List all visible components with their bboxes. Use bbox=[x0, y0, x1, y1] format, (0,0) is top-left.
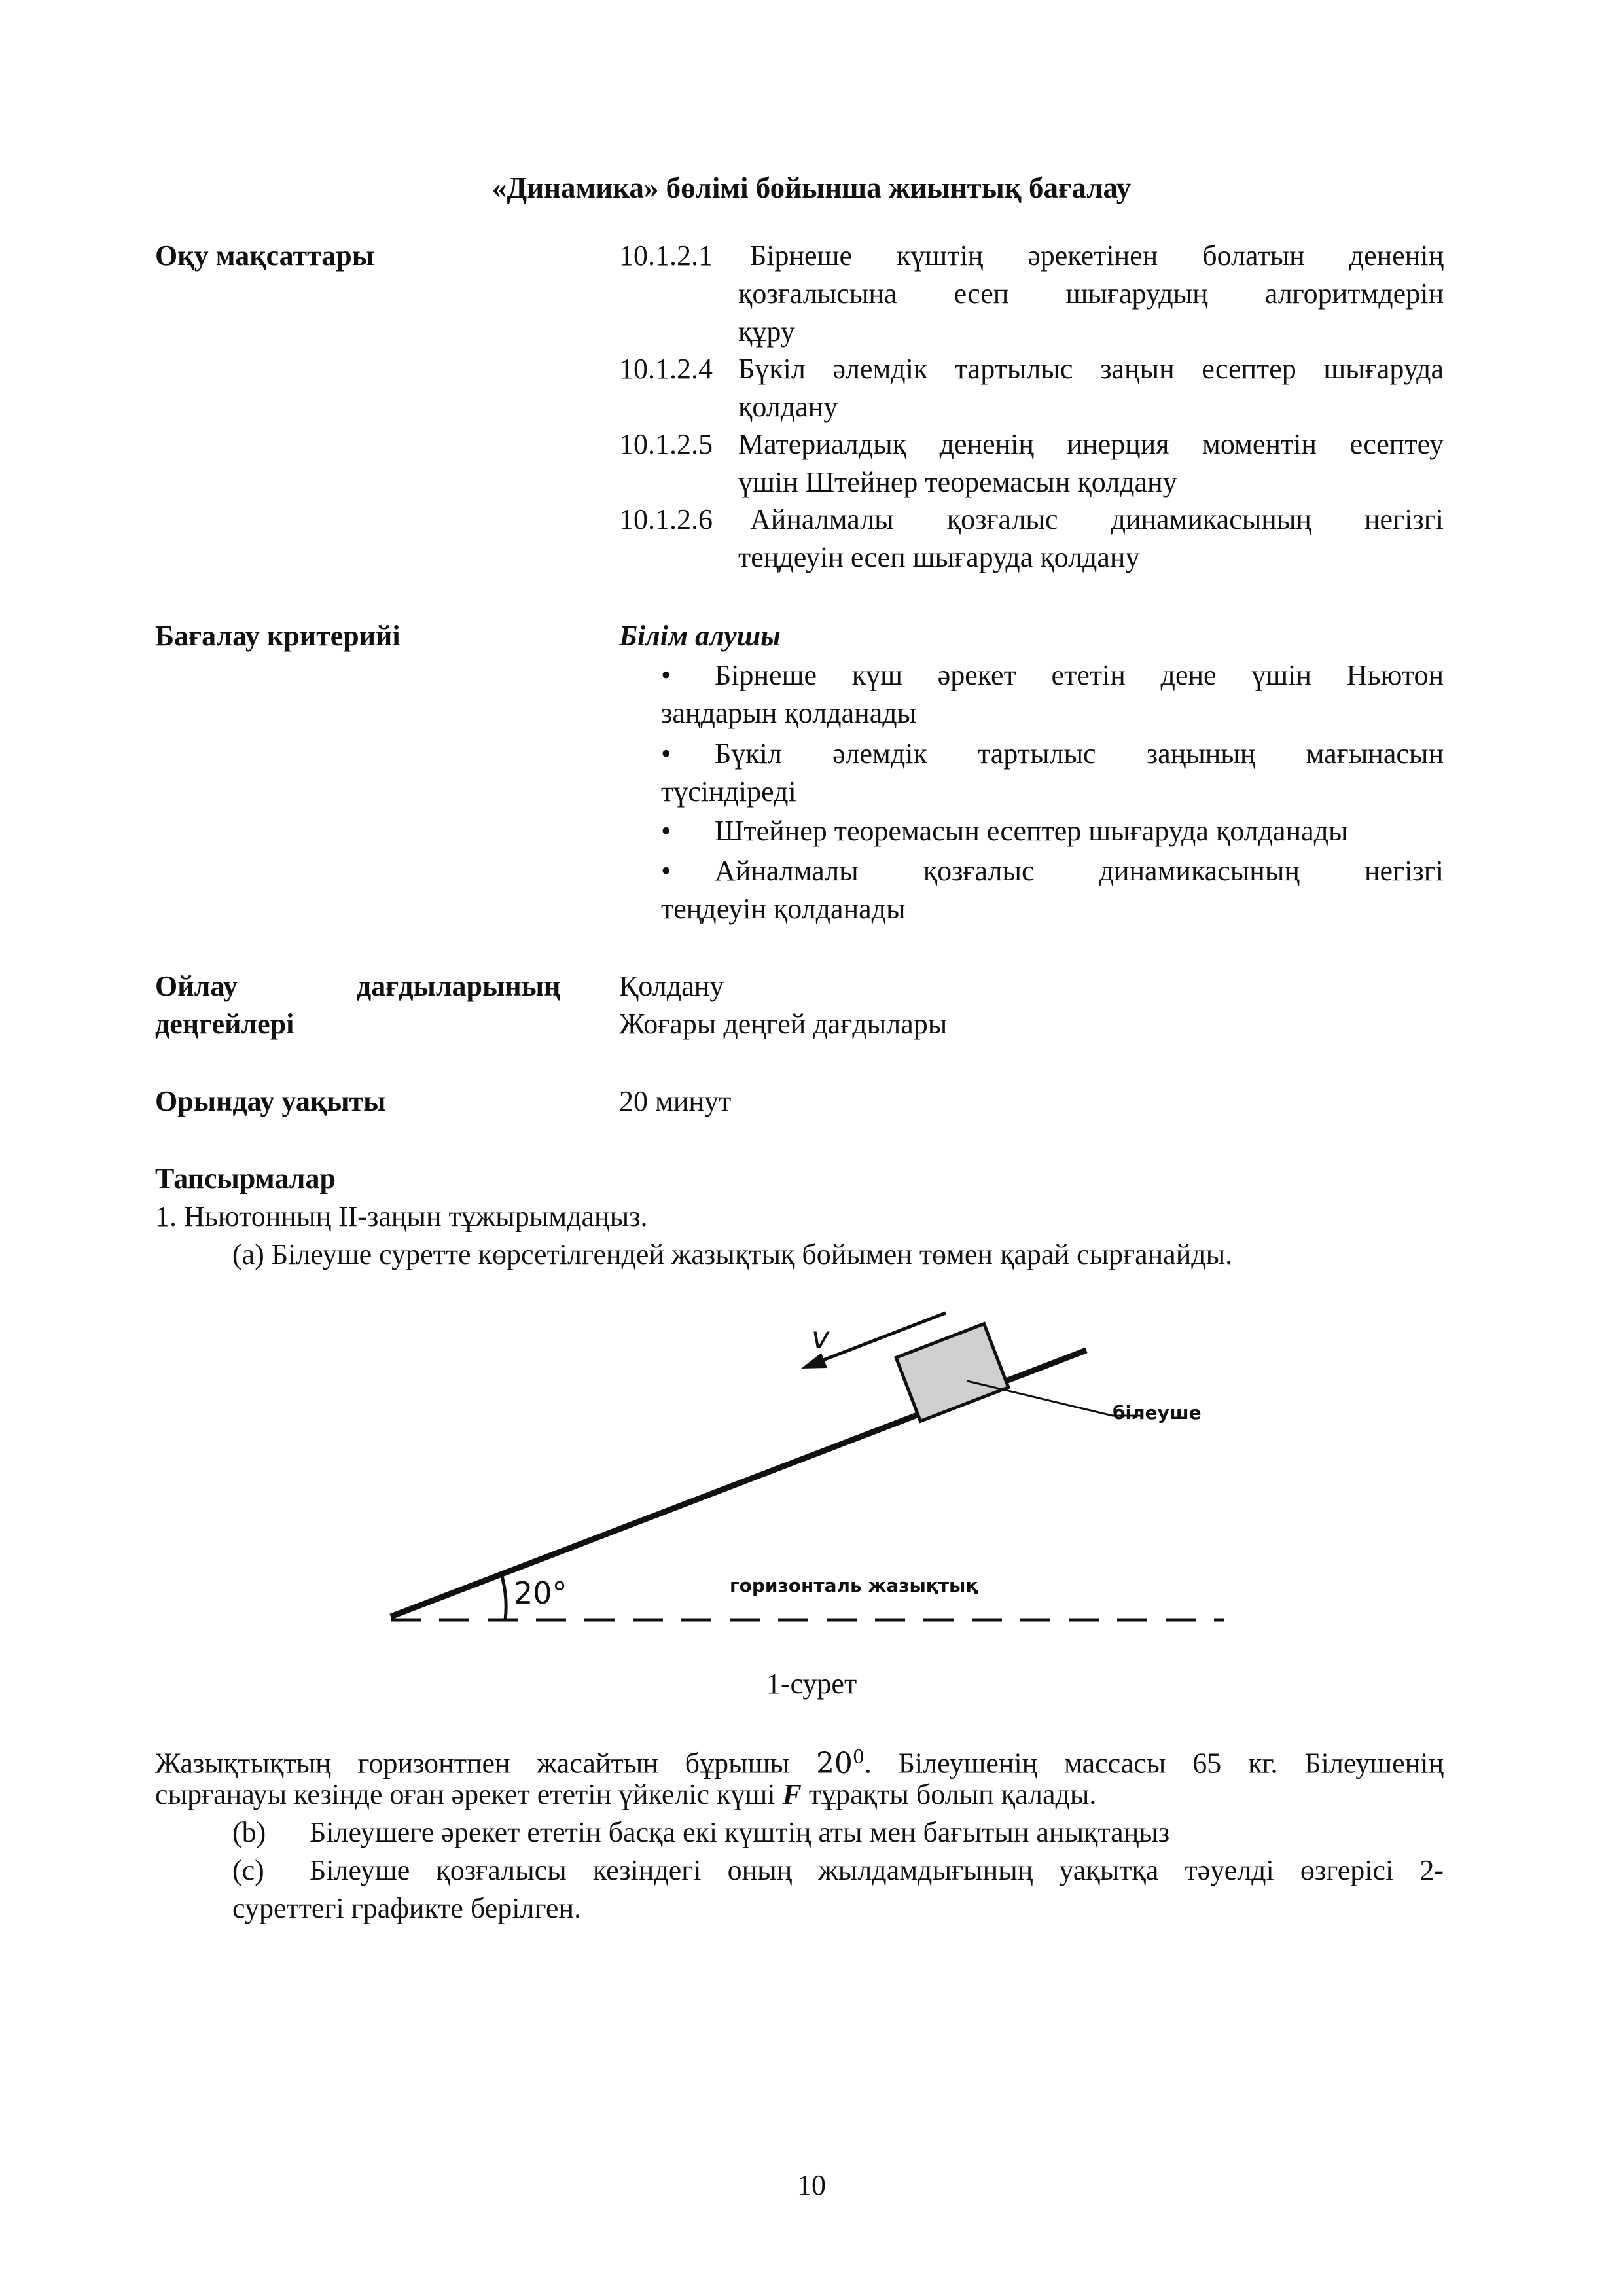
criteria-item: Айналмалы қозғалыс динамикасының негізгі bbox=[715, 855, 1444, 887]
objective-code: 10.1.2.5 bbox=[619, 428, 713, 460]
objective-code: 10.1.2.4 bbox=[619, 353, 713, 385]
velocity-label: v bbox=[812, 1320, 830, 1355]
block-icon bbox=[896, 1324, 1008, 1422]
objective-text: құру bbox=[738, 315, 795, 348]
bullet-icon: • bbox=[661, 738, 671, 770]
tasks-heading: Тапсырмалар bbox=[155, 1162, 336, 1194]
objective-text: теңдеуін есеп шығаруда қолдану bbox=[738, 541, 1140, 573]
page-number: 10 bbox=[797, 2169, 826, 2201]
criteria-item: түсіндіреді bbox=[661, 776, 796, 808]
objective-text: Бірнеше күштің әрекетінен болатын дененің bbox=[750, 240, 1444, 272]
objective-text: үшін Штейнер теоремасын қолдану bbox=[738, 466, 1177, 498]
paragraph-line: Жазықтықтың горизонтпен жасайтын бұрышы $20^0$. Білеушенің массасы 65 кг. Білеушенің bbox=[155, 1746, 1444, 1780]
angle-value: $20^0$ bbox=[815, 1746, 865, 1780]
paragraph-line: сырғанауы кезінде оған әрекет ететін үйкеліс күші F тұрақты болып қалады. bbox=[155, 1778, 1097, 1810]
angle-label: 20° bbox=[514, 1575, 567, 1611]
thinking-label: дағдыларының bbox=[357, 970, 561, 1002]
thinking-label: Ойлау bbox=[155, 970, 238, 1002]
thinking-level: Жоғары деңгей дағдылары bbox=[619, 1008, 948, 1040]
criteria-item: заңдарын қолданады bbox=[661, 697, 917, 729]
subtask-b-text: Білеушеге әрекет ететін басқа екі күштің аты мен бағытын анықтаңыз bbox=[310, 1816, 1170, 1848]
angle-arc bbox=[501, 1574, 506, 1620]
objective-text: Айналмалы қозғалыс динамикасының негізгі bbox=[750, 503, 1444, 535]
subtask-c-text: Білеуше қозғалысы кезіндегі оның жылдамдығының уақытқа тәуелді өзгерісі 2- bbox=[310, 1854, 1444, 1886]
question-1: 1. Ньютонның ІІ-заңын тұжырымдаңыз. bbox=[155, 1200, 648, 1232]
time-label: Орындау уақыты bbox=[155, 1085, 386, 1117]
force-symbol: F bbox=[782, 1778, 802, 1810]
criteria-label: Бағалау критерийі bbox=[155, 620, 401, 652]
question-1a: (a) Білеуше суретте көрсетілгендей жазықтық бойымен төмен қарай сырғанайды. bbox=[232, 1238, 1233, 1270]
thinking-label: деңгейлері bbox=[155, 1008, 294, 1040]
bullet-icon: • bbox=[661, 659, 671, 691]
subtask-c-text: суреттегі графикте берілген. bbox=[232, 1892, 581, 1924]
thinking-level: Қолдану bbox=[619, 970, 724, 1002]
objective-text: қозғалысына есеп шығарудың алгоритмдерін bbox=[738, 278, 1444, 310]
bullet-icon: • bbox=[661, 815, 671, 847]
criteria-item: Бірнеше күш әрекет ететін дене үшін Ньютон bbox=[715, 659, 1444, 691]
objective-text: Материалдық дененің инерция моментін есептеу bbox=[738, 428, 1444, 460]
objective-code: 10.1.2.6 bbox=[619, 503, 713, 535]
time-value: 20 минут bbox=[619, 1085, 732, 1117]
bullet-icon: • bbox=[661, 855, 671, 887]
subtask-b-label: (b) bbox=[232, 1816, 266, 1848]
horizontal-label: горизонталь жазықтық bbox=[730, 1575, 978, 1596]
criteria-item: Штейнер теоремасын есептер шығаруда қолданады bbox=[715, 815, 1348, 847]
subtask-c-label: (c) bbox=[232, 1854, 264, 1886]
block-label: білеуше bbox=[1113, 1402, 1202, 1424]
objectives-label: Оқу мақсаттары bbox=[155, 240, 375, 272]
page-title: «Динамика» бөлімі бойынша жиынтық бағалау bbox=[491, 171, 1132, 204]
figure-caption: 1-сурет bbox=[766, 1668, 857, 1700]
objective-code: 10.1.2.1 bbox=[619, 240, 713, 272]
criteria-item: теңдеуін қолданады bbox=[661, 893, 906, 925]
criteria-item: Бүкіл әлемдік тартылыс заңының мағынасын bbox=[715, 738, 1444, 770]
objective-text: қолдану bbox=[738, 391, 838, 423]
criteria-subhead: Білім алушы bbox=[619, 620, 781, 652]
objective-text: Бүкіл әлемдік тартылыс заңын есептер шығаруда bbox=[738, 353, 1444, 385]
